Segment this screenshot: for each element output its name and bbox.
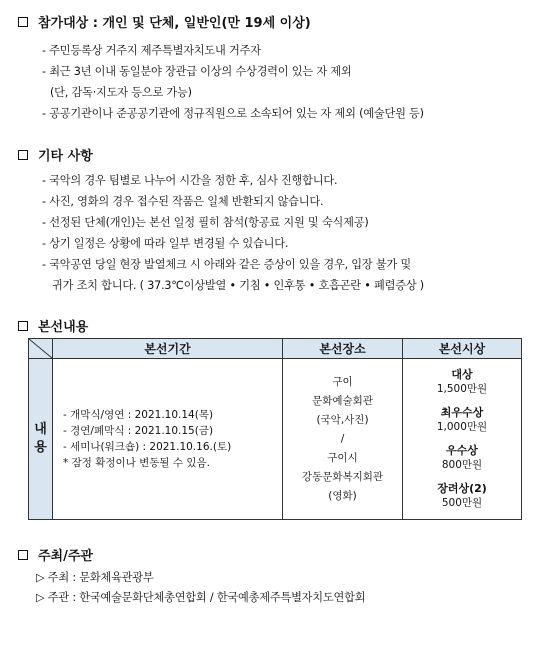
period-note: * 잠정 확정이나 변동될 수 있음. [63,457,210,469]
period-line: - 개막식/영연 : 2021.10.14(목) [63,409,214,421]
place-line: / [340,432,345,445]
side-label-char: 내 [34,422,47,437]
host-heading [18,545,93,564]
place-line: 문화예술회관 [312,394,373,407]
other-line-1: - 국악의 경우 팀별로 나누어 시간을 정한 후, 심사 진행합니다. [42,174,338,187]
period-line: - 세미나(워크숍) : 2021.10.16.(토) [63,441,232,453]
period-cell [53,359,283,520]
other-heading [18,145,93,164]
place-line: 구이 [332,375,353,388]
other-line-3: - 선정된 단체(개인)는 본선 일정 필히 참석(항공료 지원 및 숙식제공) [42,216,369,229]
prize-name: 우수상 [446,444,478,457]
finals-table [28,338,521,520]
prize-name: 최우수상 [440,406,484,419]
table-corner [29,339,53,359]
finals-title: 본선내용 [38,320,89,335]
prize-amount: 500만원 [441,497,483,509]
diagonal-line-icon [29,339,52,358]
period-line: - 경연/폐막식 : 2021.10.15(금) [63,425,214,437]
prize-name: 대상 [451,368,473,381]
header-place: 본선장소 [283,339,403,359]
other-line-6: 귀가 조치 합니다. ( 37.3℃이상발열 • 기침 • 인후통 • 호흡곤란 • 폐렴증상 ) [52,279,424,292]
finals-heading [18,316,88,335]
side-label [29,359,53,520]
side-label-char: 용 [34,440,47,455]
place-line: (국악,사진) [316,413,369,426]
other-line-4: - 상기 일정은 상황에 따라 일부 변경될 수 있습니다. [42,237,289,250]
place-line: 구이시 [327,451,358,464]
prize-amount: 800만원 [441,459,483,471]
participants-line-2: - 최근 3년 이내 동일분야 장관급 이상의 수상경력이 있는 자 제외 [42,65,352,78]
other-line-2: - 사진, 영화의 경우 접수된 작품은 일체 반환되지 않습니다. [42,195,324,208]
square-bullet-icon [18,321,28,331]
other-title: 기타 사항 [38,149,93,164]
prize-cell [403,359,522,520]
participants-title: 참가대상 : 개인 및 단체, 일반인(만 19세 이상) [38,16,311,31]
host-line-2: ▷ 주관 : 한국예술문화단체총연합회 / 한국예총제주특별자치도연합회 [36,591,366,604]
participants-line-1: - 주민등록상 거주지 제주특별자치도내 거주자 [42,44,261,57]
place-line: 강동문화복지회관 [301,470,384,483]
host-line-1: ▷ 주최 : 문화체육관광부 [36,571,154,584]
square-bullet-icon [18,17,28,27]
host-title: 주최/주관 [38,549,93,564]
place-line: (영화) [328,489,357,502]
square-bullet-icon [18,550,28,560]
participants-line-4: - 공공기관이나 준공공기관에 정규직원으로 소속되어 있는 자 제외 (예술단원 등) [42,107,424,120]
square-bullet-icon [18,150,28,160]
header-prize: 본선시상 [403,339,522,359]
participants-line-3: (단, 감독·지도자 등으로 가능) [50,86,192,99]
prize-amount: 1,000만원 [436,421,488,433]
participants-heading [18,12,311,31]
header-period: 본선기간 [53,339,283,359]
other-line-5: - 국악공연 당일 현장 발열체크 시 아래와 같은 증상이 있을 경우, 입장 불가 및 [42,258,412,271]
prize-amount: 1,500만원 [436,383,488,395]
prize-name: 장려상(2) [437,482,487,495]
place-cell [283,359,403,520]
